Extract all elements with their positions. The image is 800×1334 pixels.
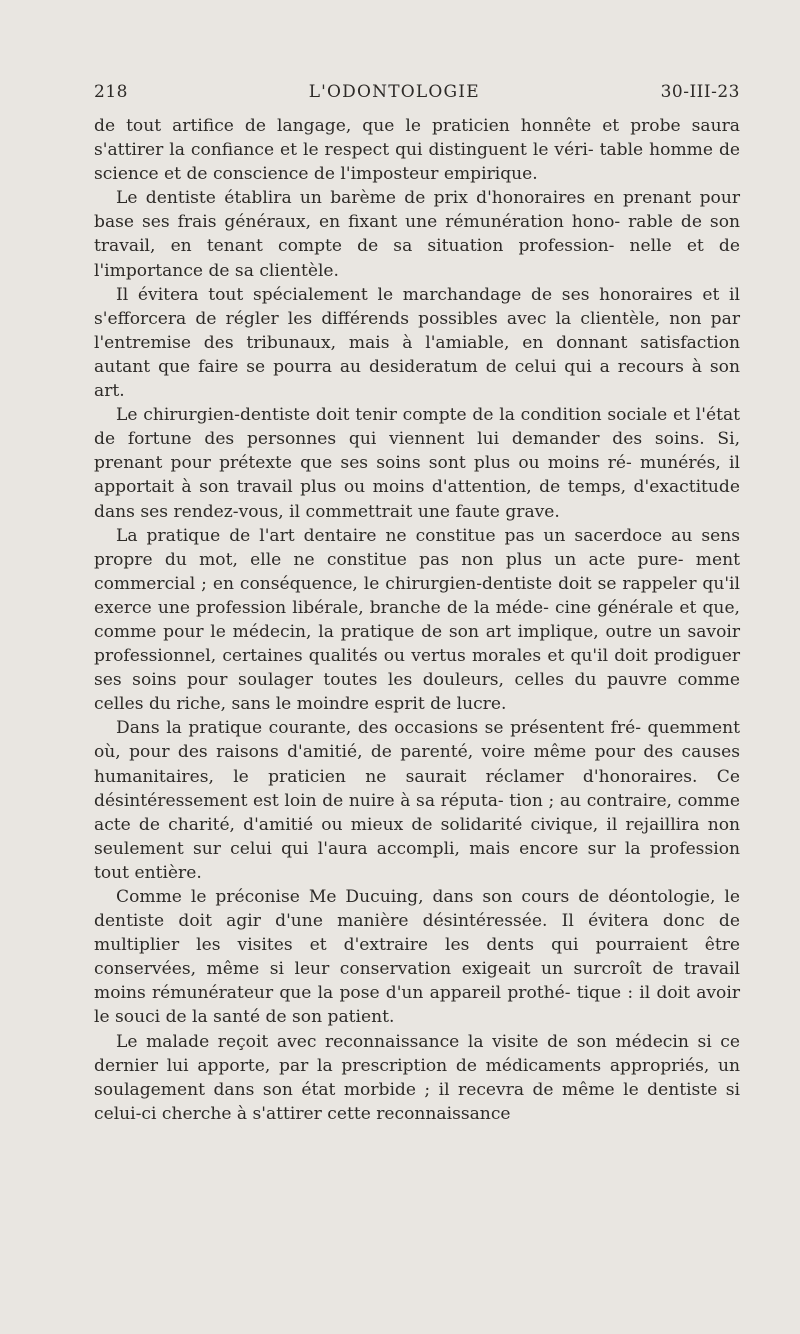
paragraph: Il évitera tout spécialement le marchandage de ses honoraires et il s'efforcera de régler les différends possibles avec la clientèle, non par l'entremise des tribunaux, mais à l'amiable, en donnant satisfaction autant que faire se pourra au desideratum de celui qui a recours à son art. xyxy=(94,284,740,402)
journal-title: L'ODONTOLOGIE xyxy=(308,82,480,102)
page-number: 218 xyxy=(94,82,128,102)
body-text xyxy=(94,114,740,1126)
paragraph: Le chirurgien-dentiste doit tenir compte de la condition sociale et l'état de fortune des personnes qui viennent lui demander des soins. Si, prenant pour prétexte que ses soins sont plus ou moins ré- munérés, il apportait à son travail plus ou moins d'attention, de temps, d'exactitude dans ses rendez-vous, il commettrait une faute grave. xyxy=(94,405,740,522)
paragraph: La pratique de l'art dentaire ne constitue pas un sacerdoce au sens propre du mot, elle ne constitue pas non plus un acte pure- ment commercial ; en conséquence, le chirurgien-dentiste doit se rappeler qu'il exerce une profession libérale, branche de la méde- cine générale et que, comme pour le médecin, la pratique de son art implique, outre un savoir professionnel, certaines qualités ou vertus morales et qu'il doit prodiguer ses soins pour soulager toutes les douleurs, celles du pauvre comme celles du riche, sans le moindre esprit de lucre. xyxy=(94,525,740,715)
paragraph: Le dentiste établira un barème de prix d'honoraires en prenant pour base ses frais généraux, en fixant une rémunération hono- rable de son travail, en tenant compte de sa situation profession- nelle et de l'importance de sa clientèle. xyxy=(94,188,740,281)
paragraph: Dans la pratique courante, des occasions se présentent fré- quemment où, pour des raisons d'amitié, de parenté, voire même pour des causes humanitaires, le praticien ne saurait réclamer d'honoraires. Ce désintéressement est loin de nuire à sa réputa- tion ; au contraire, comme acte de charité, d'amitié ou mieux de solidarité civique, il rejaillira non seulement sur celui qui l'aura accompli, mais encore sur la profession tout entière. xyxy=(94,718,740,883)
paragraph: Le malade reçoit avec reconnaissance la visite de son médecin si ce dernier lui apporte, par la prescription de médicaments appropriés, un soulagement dans son état morbide ; il recevra de même le dentiste si celui-ci cherche à s'attirer cette reconnaissance xyxy=(94,1031,740,1124)
paragraph: de tout artifice de langage, que le praticien honnête et probe saura s'attirer la confiance et le respect qui distinguent le véri- table homme de science et de conscience de l'imposteur empirique. xyxy=(94,116,740,185)
issue-date: 30-III-23 xyxy=(660,82,740,102)
paragraph: Comme le préconise Me Ducuing, dans son cours de déontologie, le dentiste doit agir d'une manière désintéressée. Il évitera donc de multiplier les visites et d'extraire les dents qui pourraient être conservées, même si leur conservation exigeait un surcroît de travail moins rémunérateur que la pose d'un appareil prothé- tique : il doit avoir le souci de la santé de son patient. xyxy=(94,887,740,1028)
running-header xyxy=(94,82,740,110)
